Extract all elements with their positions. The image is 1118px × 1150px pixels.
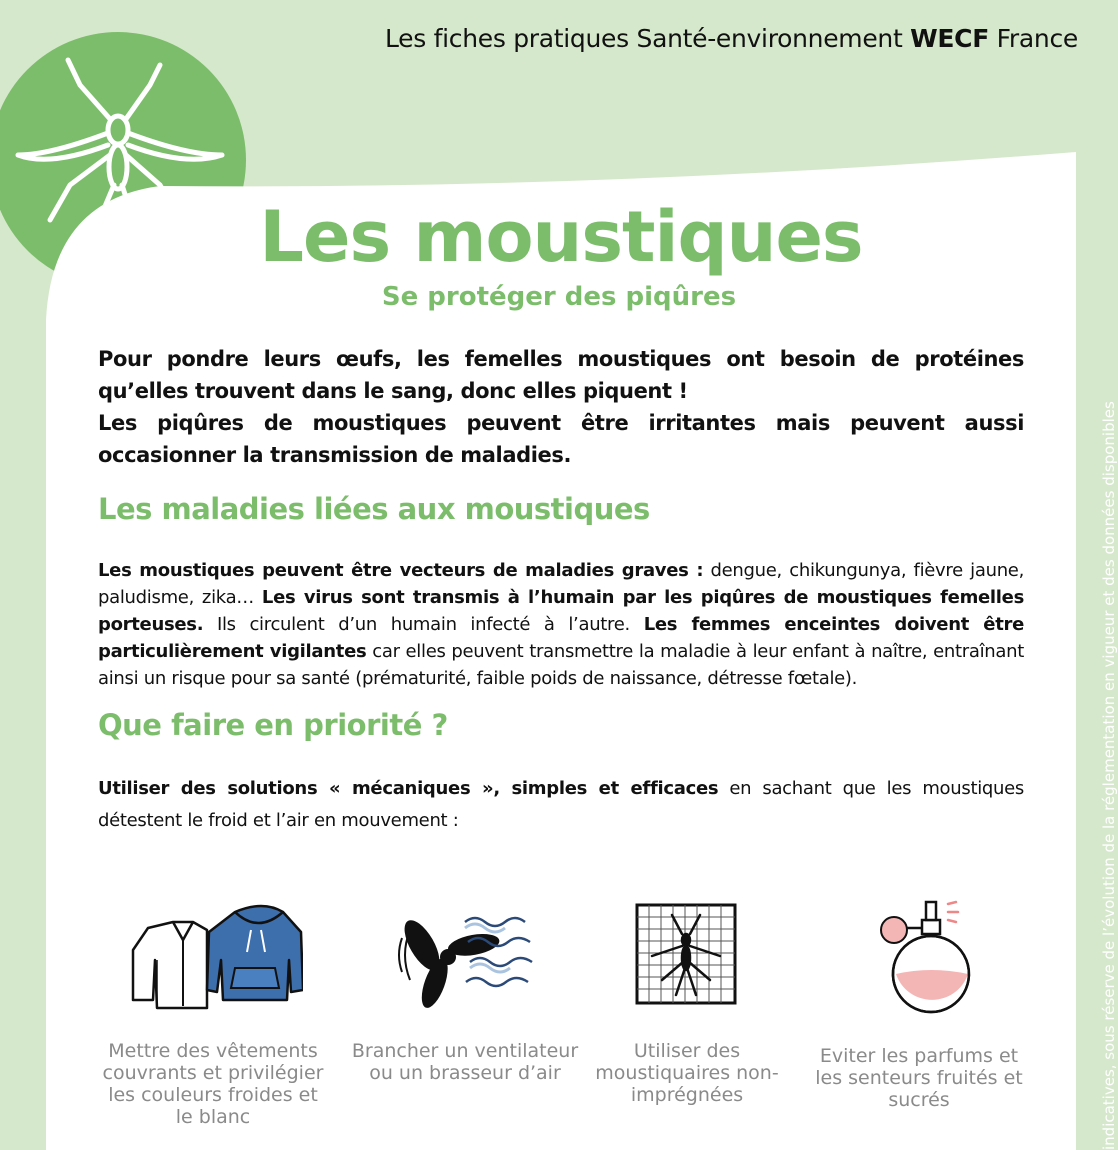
clothes-icon: [123, 900, 303, 1010]
tip-perfume: [804, 900, 1034, 1111]
brand-name: WECF: [910, 24, 990, 53]
side-disclaimer: indicatives, sous réserve de l’évolution de la réglementation en vigueur et des données disponibles: [1100, 401, 1118, 1150]
intro-paragraph-1: Pour pondre leurs œufs, les femelles moustiques ont besoin de protéines qu’elles trouvent dans le sang, donc elles piquent !: [98, 347, 1024, 403]
fan-icon: [390, 900, 540, 1010]
tip-net: [572, 900, 802, 1106]
tip-caption: Brancher un ventilateur ou un brasseur d’air: [351, 1040, 579, 1084]
section-paragraph-diseases: Les moustiques peuvent être vecteurs de maladies graves : dengue, chikungunya, fièvre jaune, paludisme, zika… Les virus sont transmis à l’humain par les piqûres de moustiques femelles porteuses. Ils circulent d’un humain infecté à l’autre. Les femmes enceintes doivent être particulièrement vigilantes car elles peuvent transmettre la maladie à leur enfant à naître, entraînant ainsi un risque pour sa santé (prématurité, faible poids de naissance, détresse fœtale).: [98, 560, 1025, 689]
intro-text: [98, 343, 1024, 471]
perfume-icon: [864, 900, 974, 1015]
section-heading-diseases: Les maladies liées aux moustiques: [98, 492, 650, 526]
page-subtitle: Se protéger des piqûres: [381, 282, 737, 312]
section-heading-priority: Que faire en priorité ?: [98, 708, 448, 742]
tips-row: [98, 900, 1024, 1140]
tip-caption: Utiliser des moustiquaires non-imprégnées: [595, 1040, 779, 1106]
header-publication: Les fiches pratiques Santé-environnement WECF France: [384, 24, 1078, 53]
section-paragraph-priority: Utiliser des solutions « mécaniques », simples et efficaces en sachant que les moustiques détestent le froid et l’air en mouvement :: [98, 778, 1025, 831]
mosquito-net-icon: [632, 900, 742, 1010]
intro-paragraph-2: Les piqûres de moustiques peuvent être irritantes mais peuvent aussi occasionner la transmission de maladies.: [98, 411, 1024, 467]
tip-caption: Eviter les parfums et les senteurs fruités et sucrés: [815, 1045, 1023, 1111]
page-title: Les moustiques: [259, 196, 863, 278]
tip-fan: [350, 900, 580, 1084]
tip-clothes: [98, 900, 328, 1128]
tip-caption: Mettre des vêtements couvrants et privilégier les couleurs froides et le blanc: [102, 1040, 324, 1128]
